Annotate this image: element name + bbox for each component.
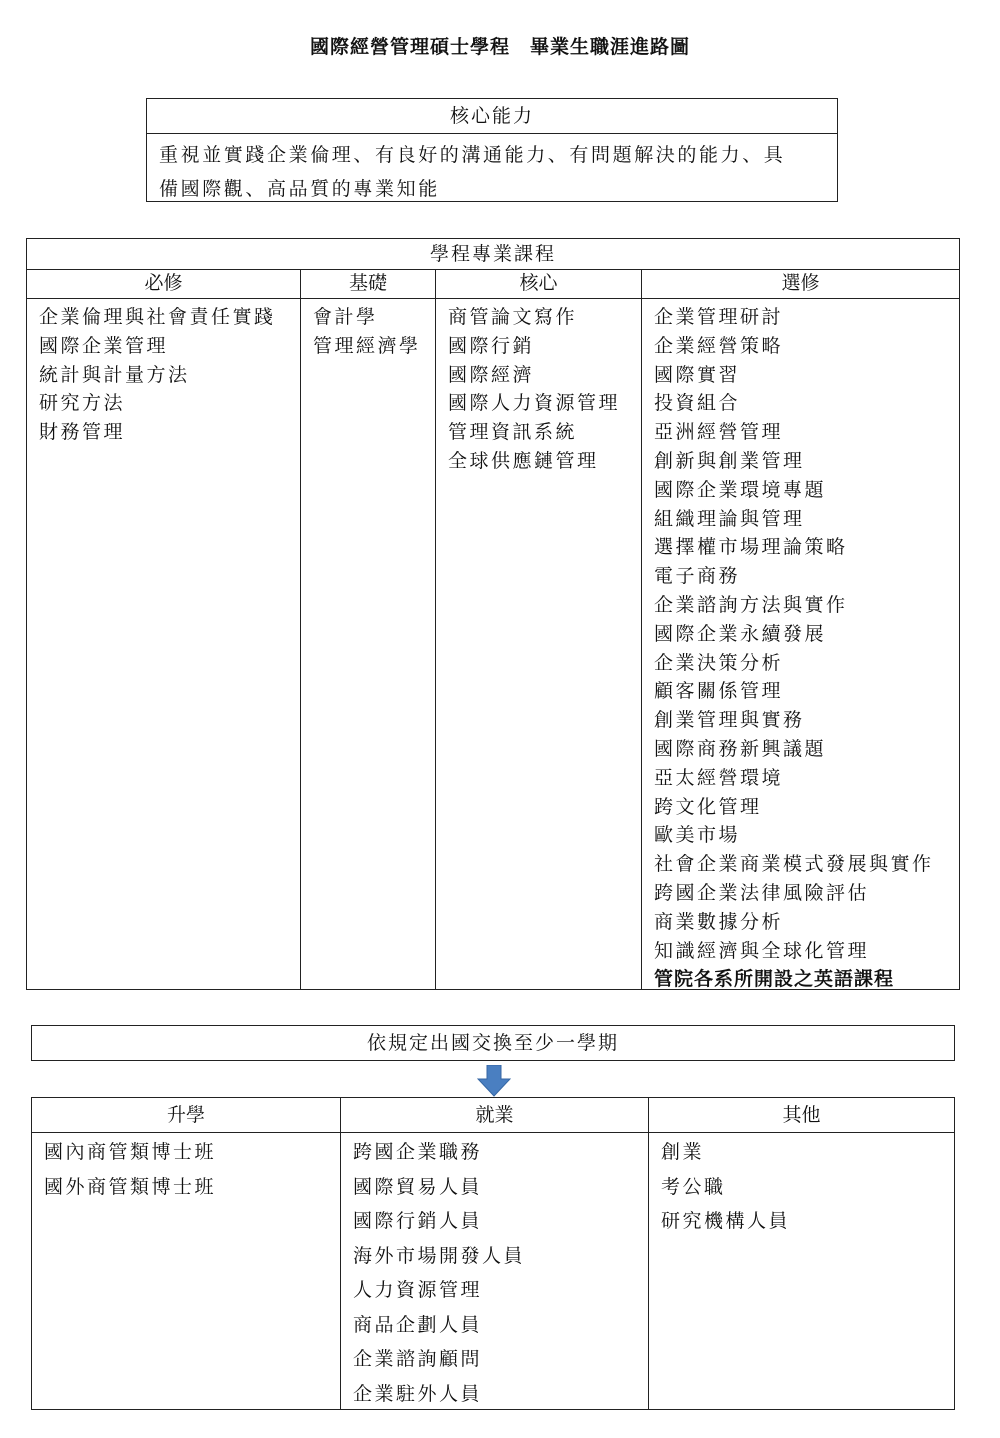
list-item: 社會企業商業模式發展與實作: [654, 853, 934, 876]
list-item: 管理資訊系統: [448, 421, 578, 444]
career-list-employment: [341, 1133, 648, 1411]
course-list-required: [27, 299, 300, 447]
career-table: [31, 1097, 955, 1410]
list-item: 電子商務: [654, 565, 741, 588]
column-further-study: [32, 1098, 340, 1409]
list-item: 企業經營策略: [654, 334, 784, 357]
column-header-foundation: 基礎: [301, 269, 435, 299]
column-elective: [641, 269, 959, 989]
list-item: 國際商務新興議題: [654, 737, 827, 760]
list-item: 創新與創業管理: [654, 449, 805, 472]
down-arrow-icon: [477, 1065, 511, 1097]
core-ability-body: [147, 134, 837, 210]
list-item: 亞洲經營管理: [654, 421, 784, 444]
list-item: 投資組合: [654, 392, 741, 415]
exchange-requirement: 依規定出國交換至少一學期: [31, 1025, 955, 1061]
core-ability-line: 重視並實踐企業倫理、有良好的溝通能力、有問題解決的能力、具: [159, 144, 786, 166]
list-item: 會計學: [313, 306, 378, 328]
curriculum-table: [26, 238, 960, 990]
column-header-required: 必修: [27, 269, 300, 299]
list-item: 國內商管類博士班: [44, 1141, 217, 1163]
list-item: 創業: [661, 1141, 705, 1163]
list-item: 創業管理與實務: [654, 709, 805, 732]
list-item: 國際實習: [654, 363, 741, 386]
list-item: 企業管理研討: [654, 306, 784, 328]
career-list-further-study: [32, 1133, 340, 1204]
list-item: 商業數據分析: [654, 910, 784, 933]
list-item: 國際人力資源管理: [448, 392, 621, 415]
core-ability-line: 備國際觀、高品質的專業知能: [159, 178, 440, 200]
course-list-core: [436, 299, 641, 476]
column-header-other: 其他: [649, 1098, 954, 1133]
list-item: 跨文化管理: [654, 795, 762, 818]
column-header-core: 核心: [436, 269, 641, 299]
list-item: 組織理論與管理: [654, 507, 805, 530]
list-item: 國際貿易人員: [353, 1175, 483, 1198]
list-item: 全球供應鏈管理: [448, 449, 599, 472]
column-required: [27, 269, 300, 989]
core-ability-header: 核心能力: [147, 99, 837, 134]
list-item: 國際企業永續發展: [654, 622, 827, 645]
list-item: 企業決策分析: [654, 651, 784, 674]
list-item: 人力資源管理: [353, 1279, 483, 1301]
list-item: 商管論文寫作: [448, 306, 578, 328]
list-item: 跨國企業職務: [353, 1141, 483, 1163]
list-item: 管院各系所開設之英語課程: [654, 968, 895, 991]
list-item: 選擇權市場理論策略: [654, 536, 848, 559]
list-item: 管理經濟學: [313, 334, 421, 357]
career-list-other: [649, 1133, 954, 1239]
list-item: 企業諮詢方法與實作: [654, 593, 848, 616]
column-other: [648, 1098, 954, 1409]
list-item: 財務管理: [39, 421, 126, 444]
list-item: 國際企業管理: [39, 334, 169, 357]
list-item: 國外商管類博士班: [44, 1175, 217, 1198]
list-item: 企業倫理與社會責任實踐: [39, 306, 276, 328]
list-item: 商品企劃人員: [353, 1313, 483, 1336]
curriculum-header: 學程專業課程: [27, 239, 959, 270]
list-item: 統計與計量方法: [39, 363, 190, 386]
core-ability-box: [146, 98, 838, 202]
list-item: 研究機構人員: [661, 1210, 791, 1232]
column-header-employment: 就業: [341, 1098, 648, 1133]
list-item: 國際經濟: [448, 363, 535, 386]
list-item: 海外市場開發人員: [353, 1244, 526, 1267]
column-foundation: [300, 269, 435, 989]
list-item: 國際行銷人員: [353, 1210, 483, 1232]
list-item: 考公職: [661, 1175, 726, 1198]
list-item: 顧客關係管理: [654, 680, 784, 703]
list-item: 國際企業環境專題: [654, 478, 827, 501]
list-item: 亞太經營環境: [654, 766, 784, 789]
list-item: 企業駐外人員: [353, 1382, 483, 1405]
column-core: [435, 269, 641, 989]
course-list-foundation: [301, 299, 435, 361]
course-list-elective: [642, 299, 959, 994]
list-item: 跨國企業法律風險評估: [654, 881, 870, 904]
column-header-further-study: 升學: [32, 1098, 340, 1133]
page-title: 國際經營管理碩士學程 畢業生職涯進路圖: [309, 36, 690, 58]
list-item: 歐美市場: [654, 824, 741, 847]
list-item: 知識經濟與全球化管理: [654, 939, 870, 962]
list-item: 研究方法: [39, 392, 126, 415]
list-item: 企業諮詢顧問: [353, 1348, 483, 1370]
column-header-elective: 選修: [642, 269, 959, 299]
column-employment: [340, 1098, 648, 1409]
list-item: 國際行銷: [448, 334, 535, 357]
